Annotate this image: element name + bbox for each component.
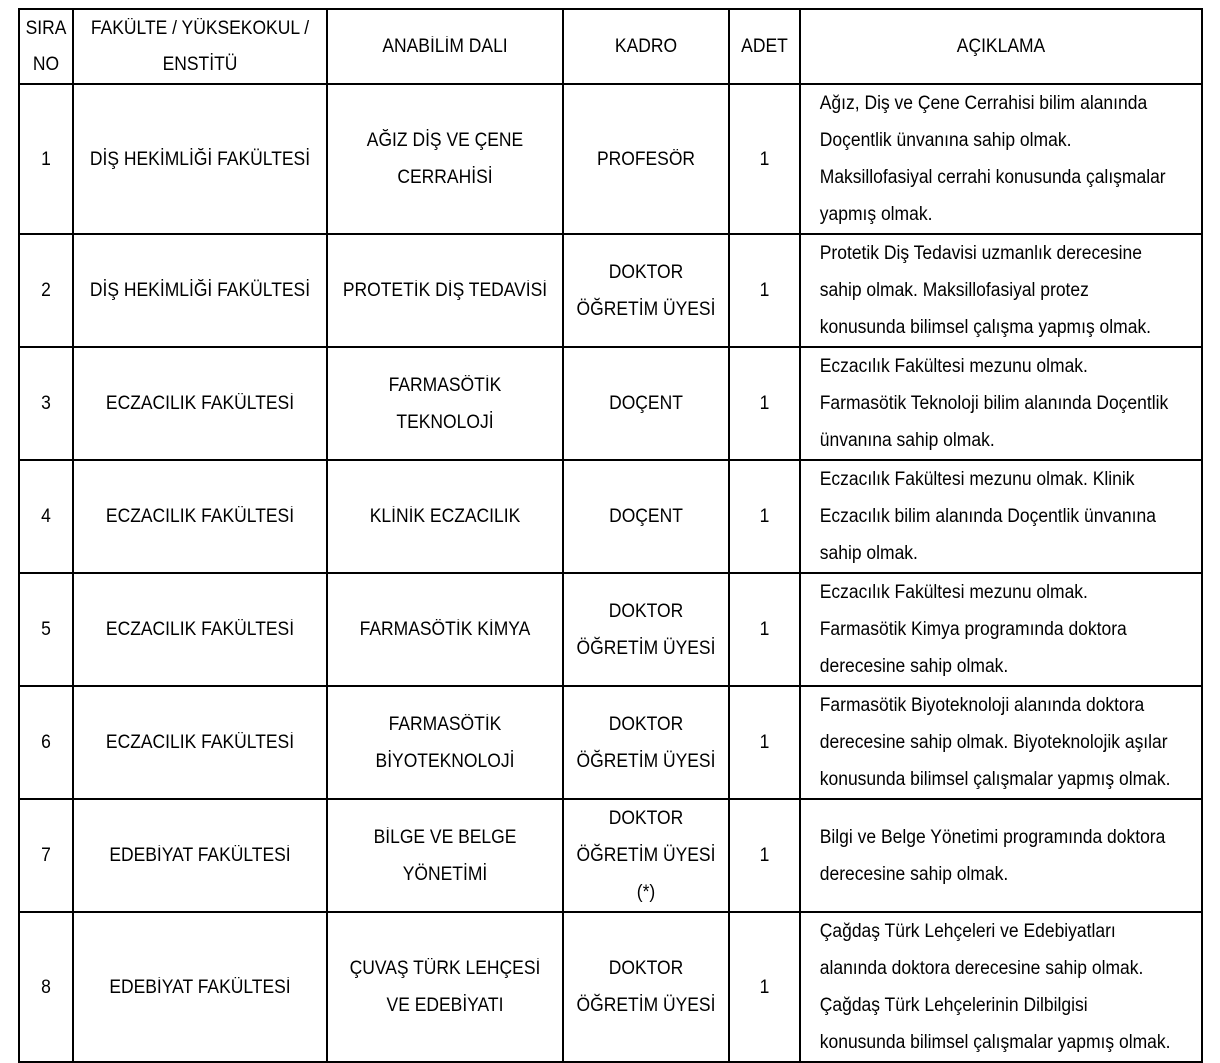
cell-fakulte bbox=[83, 573, 317, 686]
kadro-line: PROFESÖR bbox=[596, 148, 696, 170]
sira-no-text: 8 bbox=[41, 976, 51, 998]
anabilim-line: FARMASÖTİK bbox=[388, 374, 502, 396]
fakulte-text: ECZACILIK FAKÜLTESİ bbox=[105, 393, 295, 414]
aciklama-line: derecesine sahip olmak. Biyoteknolojik aşılar bbox=[819, 732, 1168, 753]
kadro-line: ÖĞRETİM ÜYESİ bbox=[576, 995, 716, 1016]
table-row bbox=[19, 347, 1202, 460]
sira-no-text: 1 bbox=[41, 148, 51, 170]
header-aciklama-text: AÇIKLAMA bbox=[956, 35, 1046, 57]
aciklama-line: konusunda bilimsel çalışma yapmış olmak. bbox=[819, 317, 1152, 338]
cell-fakulte bbox=[83, 347, 317, 460]
header-anabilim-text: ANABİLİM DALI bbox=[382, 35, 508, 57]
cell-sira-no bbox=[21, 799, 71, 912]
kadro-line: ÖĞRETİM ÜYESİ bbox=[576, 750, 716, 772]
anabilim-line: VE EDEBİYATI bbox=[386, 995, 504, 1016]
header-fakulte-line2: ENSTİTÜ bbox=[162, 53, 238, 75]
table-row bbox=[19, 84, 1202, 234]
sira-no-text: 7 bbox=[41, 845, 51, 866]
anabilim-line: FARMASÖTİK bbox=[388, 713, 502, 735]
cell-aciklama bbox=[816, 686, 1186, 799]
cell-fakulte bbox=[83, 912, 317, 1062]
sira-no-text: 6 bbox=[41, 732, 51, 753]
aciklama-line: Ağız, Diş ve Çene Cerrahisi bilim alanında bbox=[819, 93, 1148, 114]
cell-sira-no bbox=[21, 686, 71, 799]
cell-adet bbox=[732, 347, 797, 460]
aciklama-line: Çağdaş Türk Lehçeleri ve Edebiyatları bbox=[819, 921, 1116, 942]
table-row bbox=[19, 234, 1202, 347]
adet-text: 1 bbox=[759, 845, 770, 866]
anabilim-line: FARMASÖTİK KİMYA bbox=[359, 619, 531, 640]
aciklama-line: Eczacılık Fakültesi mezunu olmak. Klinik bbox=[819, 469, 1135, 490]
cell-fakulte bbox=[83, 234, 317, 347]
cell-adet bbox=[732, 912, 797, 1062]
adet-text: 1 bbox=[759, 619, 770, 640]
sira-no-text: 4 bbox=[41, 506, 51, 527]
aciklama-line: Çağdaş Türk Lehçelerinin Dilbilgisi bbox=[819, 995, 1088, 1016]
cell-fakulte bbox=[83, 799, 317, 912]
header-kadro-text: KADRO bbox=[614, 35, 678, 57]
header-sira-no bbox=[21, 9, 71, 84]
cell-kadro bbox=[570, 234, 723, 347]
aciklama-line: Farmasötik Kimya programında doktora bbox=[819, 619, 1127, 640]
header-adet-text: ADET bbox=[741, 35, 788, 57]
header-kadro bbox=[570, 9, 723, 84]
aciklama-line: Doçentlik ünvanına sahip olmak. bbox=[819, 130, 1072, 151]
aciklama-line: Maksillofasiyal cerrahi konusunda çalışmalar bbox=[819, 167, 1166, 188]
fakulte-text: EDEBİYAT FAKÜLTESİ bbox=[109, 845, 291, 866]
aciklama-line: Eczacılık bilim alanında Doçentlik ünvanına bbox=[819, 506, 1156, 527]
cell-aciklama bbox=[816, 460, 1186, 573]
cell-kadro bbox=[570, 686, 723, 799]
aciklama-line: Eczacılık Fakültesi mezunu olmak. bbox=[819, 356, 1088, 377]
cell-anabilim bbox=[336, 84, 553, 234]
table-row bbox=[19, 686, 1202, 799]
cell-adet bbox=[732, 84, 797, 234]
kadro-line: DOÇENT bbox=[609, 393, 683, 414]
aciklama-line: Eczacılık Fakültesi mezunu olmak. bbox=[819, 582, 1088, 603]
cell-aciklama bbox=[816, 912, 1186, 1062]
cell-kadro bbox=[570, 912, 723, 1062]
aciklama-line: Bilgi ve Belge Yönetimi programında doktora bbox=[819, 826, 1166, 848]
cell-kadro bbox=[570, 573, 723, 686]
cell-sira-no bbox=[21, 912, 71, 1062]
cell-sira-no bbox=[21, 573, 71, 686]
aciklama-line: Protetik Diş Tedavisi uzmanlık derecesine bbox=[819, 243, 1142, 264]
header-row bbox=[19, 9, 1202, 84]
cell-adet bbox=[732, 686, 797, 799]
cell-sira-no bbox=[21, 234, 71, 347]
adet-text: 1 bbox=[759, 280, 770, 301]
cell-sira-no bbox=[21, 460, 71, 573]
kadro-line: DOKTOR bbox=[608, 261, 684, 283]
adet-text: 1 bbox=[759, 976, 770, 998]
table-row bbox=[19, 799, 1202, 912]
cell-adet bbox=[732, 799, 797, 912]
header-fakulte bbox=[83, 9, 317, 84]
cell-sira-no bbox=[21, 347, 71, 460]
table-row bbox=[19, 460, 1202, 573]
aciklama-line: ünvanına sahip olmak. bbox=[819, 430, 995, 451]
cell-fakulte bbox=[83, 686, 317, 799]
anabilim-line: AĞIZ DİŞ VE ÇENE bbox=[366, 130, 524, 151]
cell-anabilim bbox=[336, 347, 553, 460]
sira-no-text: 5 bbox=[41, 619, 51, 640]
anabilim-line: YÖNETİMİ bbox=[402, 863, 488, 885]
adet-text: 1 bbox=[759, 393, 770, 414]
header-anabilim bbox=[336, 9, 553, 84]
kadro-line: ÖĞRETİM ÜYESİ bbox=[576, 637, 716, 659]
header-sira-line1: SIRA bbox=[25, 17, 67, 39]
cell-aciklama bbox=[816, 84, 1186, 234]
table-row bbox=[19, 912, 1202, 1062]
staff-positions-table bbox=[18, 8, 1203, 1063]
anabilim-line: CERRAHİSİ bbox=[397, 167, 493, 188]
header-sira-line2: NO bbox=[32, 53, 60, 75]
cell-fakulte bbox=[83, 460, 317, 573]
cell-kadro bbox=[570, 799, 723, 912]
cell-kadro bbox=[570, 84, 723, 234]
aciklama-line: sahip olmak. Maksillofasiyal protez bbox=[819, 280, 1089, 301]
kadro-line: ÖĞRETİM ÜYESİ bbox=[576, 845, 716, 866]
fakulte-text: DİŞ HEKİMLİĞİ FAKÜLTESİ bbox=[89, 280, 311, 301]
aciklama-line: sahip olmak. bbox=[819, 543, 918, 564]
kadro-line: DOKTOR bbox=[608, 958, 684, 979]
cell-sira-no bbox=[21, 84, 71, 234]
cell-anabilim bbox=[336, 234, 553, 347]
fakulte-text: ECZACILIK FAKÜLTESİ bbox=[105, 506, 295, 527]
cell-anabilim bbox=[336, 799, 553, 912]
anabilim-line: BİYOTEKNOLOJİ bbox=[375, 750, 515, 772]
cell-aciklama bbox=[816, 234, 1186, 347]
cell-anabilim bbox=[336, 912, 553, 1062]
header-fakulte-line1: FAKÜLTE / YÜKSEKOKUL / bbox=[90, 17, 310, 39]
fakulte-text: DİŞ HEKİMLİĞİ FAKÜLTESİ bbox=[89, 148, 311, 170]
cell-aciklama bbox=[816, 799, 1186, 912]
aciklama-line: konusunda bilimsel çalışmalar yapmış olmak. bbox=[819, 1032, 1171, 1053]
anabilim-line: BİLGE VE BELGE bbox=[373, 826, 517, 848]
cell-fakulte bbox=[83, 84, 317, 234]
adet-text: 1 bbox=[759, 732, 770, 753]
fakulte-text: ECZACILIK FAKÜLTESİ bbox=[105, 732, 295, 753]
aciklama-line: alanında doktora derecesine sahip olmak. bbox=[819, 958, 1144, 979]
aciklama-line: derecesine sahip olmak. bbox=[819, 656, 1009, 677]
table-row bbox=[19, 573, 1202, 686]
anabilim-line: ÇUVAŞ TÜRK LEHÇESİ bbox=[349, 958, 541, 979]
kadro-line: DOKTOR bbox=[608, 808, 684, 829]
adet-text: 1 bbox=[759, 148, 770, 170]
cell-adet bbox=[732, 460, 797, 573]
cell-kadro bbox=[570, 347, 723, 460]
cell-kadro bbox=[570, 460, 723, 573]
cell-aciklama bbox=[816, 347, 1186, 460]
anabilim-line: PROTETİK DİŞ TEDAVİSİ bbox=[342, 280, 548, 301]
aciklama-line: derecesine sahip olmak. bbox=[819, 863, 1009, 885]
cell-adet bbox=[732, 573, 797, 686]
kadro-line: DOKTOR bbox=[608, 713, 684, 735]
header-adet bbox=[732, 9, 797, 84]
fakulte-text: ECZACILIK FAKÜLTESİ bbox=[105, 619, 295, 640]
aciklama-line: Farmasötik Biyoteknoloji alanında doktora bbox=[819, 695, 1145, 716]
adet-text: 1 bbox=[759, 506, 770, 527]
cell-adet bbox=[732, 234, 797, 347]
cell-anabilim bbox=[336, 460, 553, 573]
anabilim-line: TEKNOLOJİ bbox=[396, 411, 494, 433]
cell-anabilim bbox=[336, 573, 553, 686]
kadro-line: DOÇENT bbox=[609, 506, 683, 527]
aciklama-line: konusunda bilimsel çalışmalar yapmış olmak. bbox=[819, 769, 1171, 790]
sira-no-text: 2 bbox=[41, 280, 51, 301]
kadro-line: DOKTOR bbox=[608, 600, 684, 622]
anabilim-line: KLİNİK ECZACILIK bbox=[369, 506, 521, 527]
header-aciklama bbox=[816, 9, 1186, 84]
fakulte-text: EDEBİYAT FAKÜLTESİ bbox=[109, 976, 291, 998]
sira-no-text: 3 bbox=[41, 393, 51, 414]
aciklama-line: yapmış olmak. bbox=[819, 204, 933, 225]
kadro-line: ÖĞRETİM ÜYESİ bbox=[576, 298, 716, 320]
kadro-line: (*) bbox=[636, 882, 656, 903]
aciklama-line: Farmasötik Teknoloji bilim alanında Doçentlik bbox=[819, 393, 1169, 414]
cell-aciklama bbox=[816, 573, 1186, 686]
cell-anabilim bbox=[336, 686, 553, 799]
